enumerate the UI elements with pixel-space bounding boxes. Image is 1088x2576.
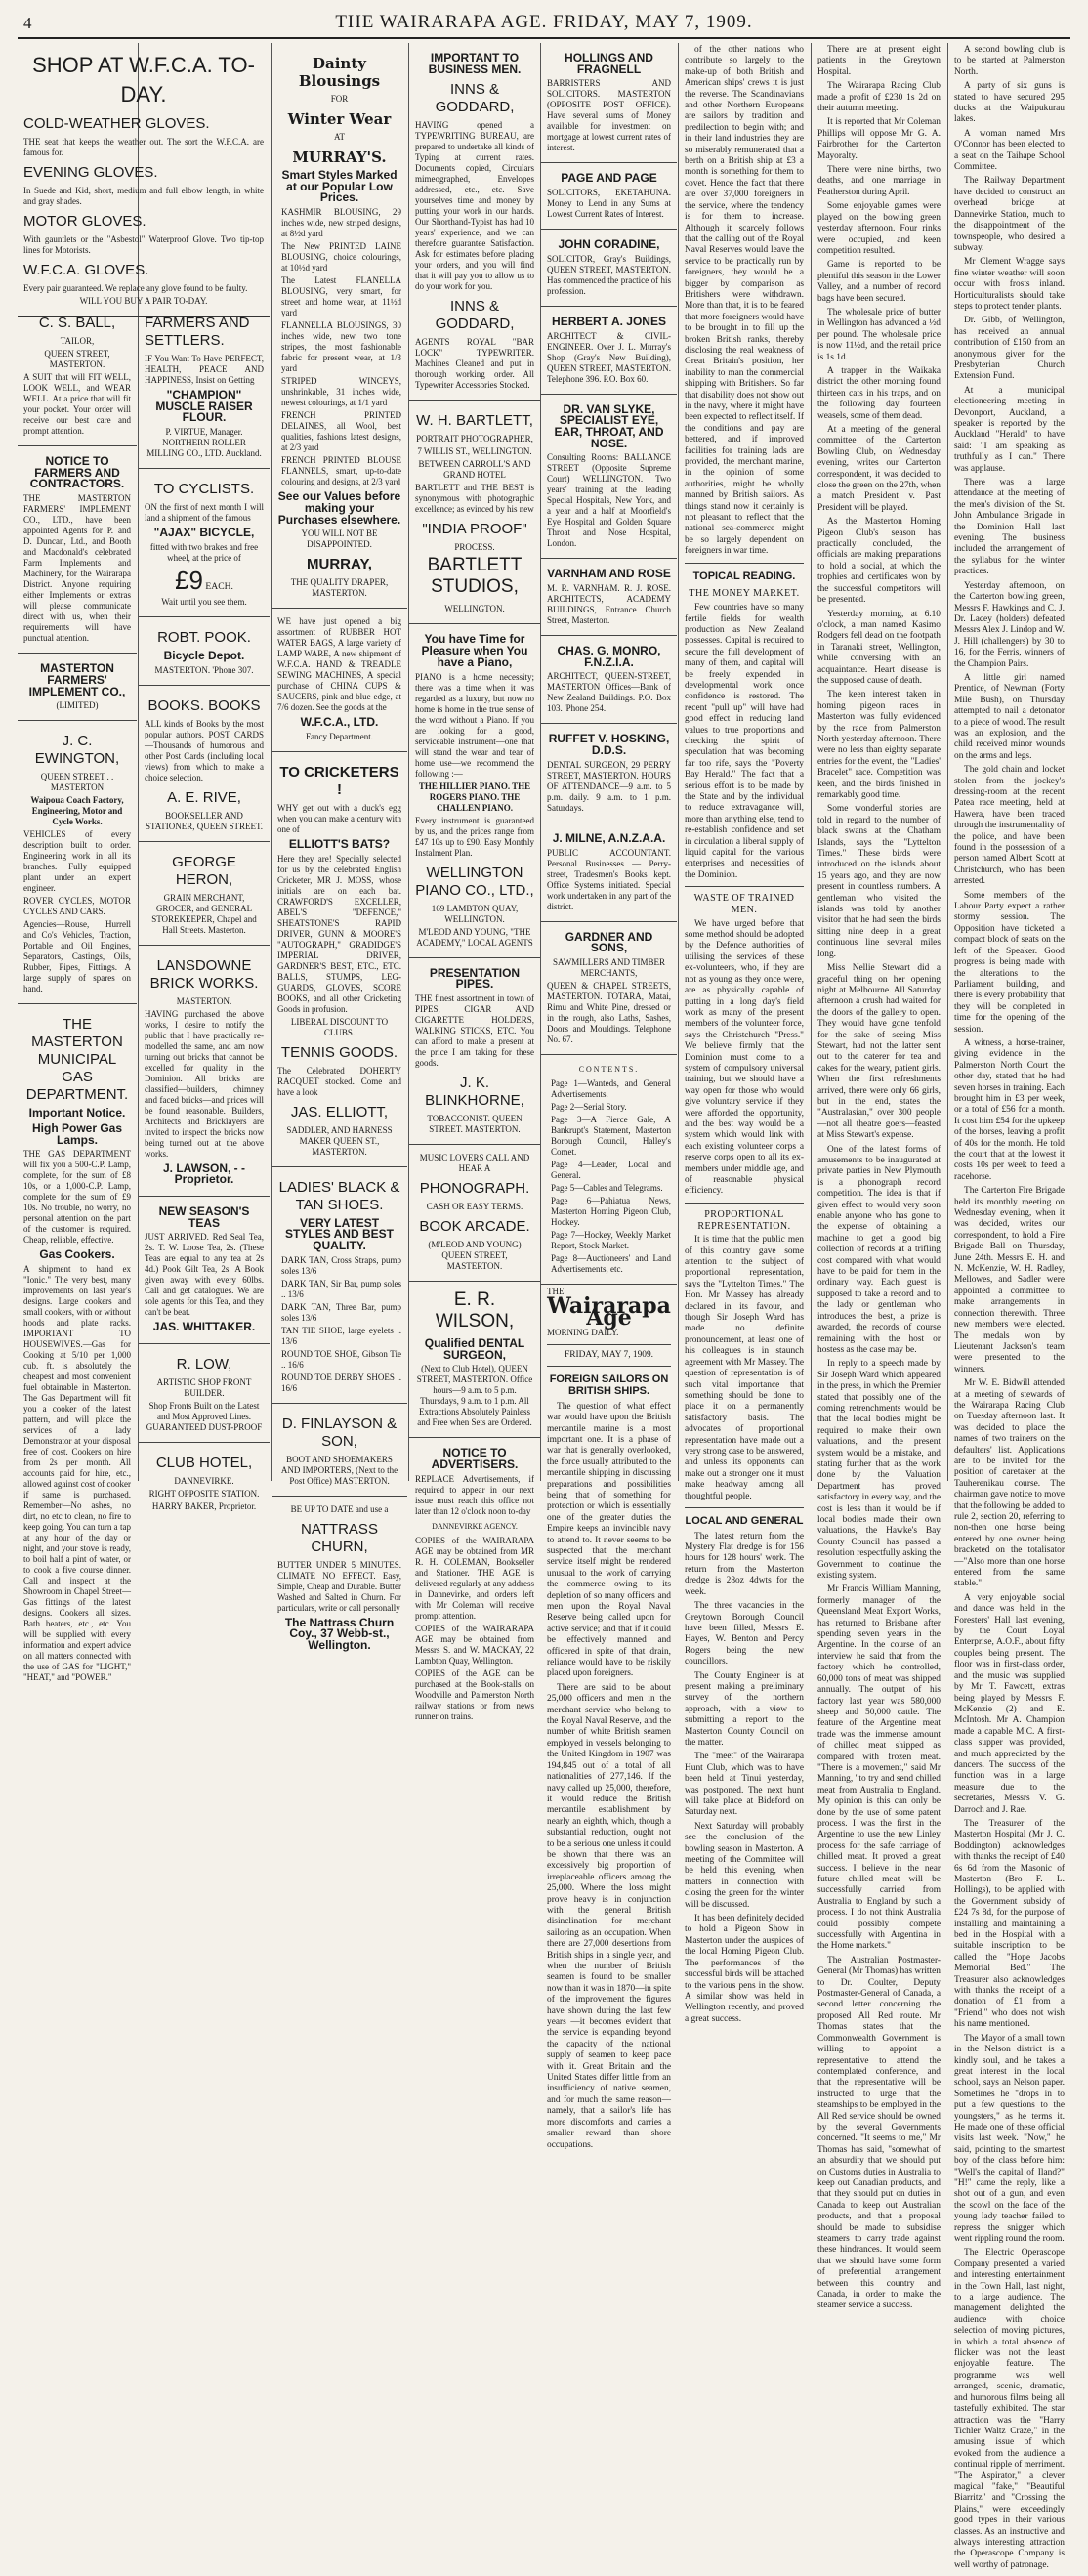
news-item: The "meet" of the Wairarapa Hunt Club, which was to have been held at Tinui yesterday, was postponed. The next hunt will take place at Bideford on Saturday next. [685, 1752, 804, 1818]
contents-item: Page 4—Leader, Local and General. [551, 1159, 671, 1180]
shoe-item: DARK TAN, Cross Straps, pump soles 13/6 [281, 1254, 401, 1276]
blinkhorne-text: TOBACCONIST. QUEEN STREET. MASTERTON. [427, 1113, 523, 1134]
dannevirke-text: COPIES of the WAIRARAPA AGE may be obtained from MR R. H. COLEMAN, Bookseller and Stationer. THE AGE is delivered regularly at any address in Dannevirke, and orders left with Mr Coleman will receive prompt attention. [415, 1536, 534, 1622]
news-item: The three vacancies in the Greytown Borough Council have been filled, Messrs E. Hayes, W. Benton and Percy Rogers being the new councillors. [685, 1601, 804, 1668]
milne-name: J. MILNE, A.N.Z.A.A. [552, 830, 666, 845]
shoes-sub: VERY LATEST STYLES AND BEST QUALITY. [285, 1215, 394, 1253]
wfca-gloves-text: Every pair guaranteed. We replace any glove found to be faulty. [23, 283, 248, 293]
news-item: The Electric Operascope Company presented a varied and interesting entertainment in the Town Hall, last night, to a large audience. The management delighted the audience with choice selection of moving pictures, in which a total absence of flicker was not the least enjoyable feature. The programme was well arranged, scenic, dramatic, and humorous films being all tastefully exhibited. The star attraction was the "Harry Tichler Waltz Craze," in the amusing issue of which evoked from the audience a continual ripple of merriment. "The Aspirator," a clever magical "fake," "Beautiful Biarritz" and "Crossing the Plains," were exceedingly good types in their various classes. As an instructive and always interesting attraction the Operascope Company is well worthy of patronage. [954, 2248, 1065, 2570]
varnham-name: VARNHAM AND ROSE [547, 567, 671, 581]
club-name: CLUB HOTEL, [155, 1455, 253, 1472]
news-item: A party of six guns is stated to have secured 295 ducks at the Waipukurau lakes. [954, 81, 1065, 125]
dannevirke-heading: DANNEVIRKE AGENCY. [432, 1521, 518, 1531]
hollings-text: BARRISTERS AND SOLICITORS. MASTERTON (OPPOSITE POST OFFICE). Have several sums of Money available for investment on mortgage at lowest current rates of interest. [547, 78, 671, 153]
evening-gloves-text: In Suede and Kid, short, medium and full elbow length, in white and gray shades. [23, 186, 264, 206]
murray-item: KASHMIR BLOUSING, 29 inches wide, new striped designs, at 8½d yard [281, 207, 401, 239]
low-sub: ARTISTIC SHOP FRONT BUILDER. [156, 1377, 252, 1399]
contents-item: Page 1—Wanteds, and General Advertisements. [551, 1077, 671, 1099]
ewington-rover: ROVER CYCLES, MOTOR CYCLES AND CARS. [23, 896, 131, 917]
local-news-items [817, 45, 941, 2312]
gas-cookers: Gas Cookers. [39, 1247, 115, 1262]
cricketers-text-2: Here they are! Specially selected for us by the celebrated English Cricketer, MR J. MOSS, whose initials are on each bat. CRAWFORD'S EXCELLER, ABEL'S "DEFENCE," SHEATSTONE'S RAPID DRIVER, GUNN & MOORE'S "AUTOGRAPH," GRADIDGE'S IMPERIAL DRIVER, GARDNER'S BEST, ETC., ETC. BALLS, STUMPS, LEG-GUARDS, GLOVES, SCORE BOOKS, and all other Cricketing Goods in profusion. [277, 853, 401, 1014]
cricketers-heading: TO CRICKETERS ! [279, 763, 399, 798]
news-item: As the Masterton Homing Pigeon Club's season has practically concluded, the officials are making preparations to hold a social, at which the trophies and certificates won by the successful competitors will be presented. [817, 517, 941, 606]
ewington-sub: Waipoua Coach Factory, Engineering, Motor and Cycle Works. [30, 795, 124, 827]
elliott-name: JAS. ELLIOTT, [290, 1103, 389, 1120]
gas-heading: THE MASTERTON MUNICIPAL GAS DEPARTMENT. [25, 1016, 129, 1104]
news-item: The Railway Department have decided to construct an overhead bridge at Dannevirke Station, much to the disappointment of the townspeople, who desired a subway. [954, 176, 1065, 253]
teas-text: JUST ARRIVED. Red Seal Tea, 2s. T. W. Loose Tea, 2s. (These Teas are equal to any tea at 2s 4d.) Pook Gilt Tea, 2s. A Book given away with every 60lbs. Call and get catalogues. We are sole agents for this Tea, and they can't be beat. [145, 1232, 264, 1318]
news-item: The Mayor of a small town in the Nelson district is a kindly soul, and he takes a great interest in the local school, says an Nelson paper. Sometimes he "drops in to put a few questions to the youngsters," as he terms it. He made one of these official visits last week. "Now," he said, pointing to the smartest boy of the class before him: "Well's the capital of Iland?" "H!" came the reply, like a shot out of a gun, and even the scowl on the face of the young lady teacher failed to repress the snigger which went rippling round the room. [954, 2033, 1065, 2244]
motor-gloves-text: With gauntlets or the "Asbestol" Waterproof Glove. Two tip-top lines for Motorists. [23, 234, 264, 255]
news-item: One of the latest forms of amusements to be inaugurated at private parties in New Plymouth is a phonograph record competition. The idea is that if given effect to would very soon enable anyone who has gone to the expense of obtaining a machine to get a good big collection of records at a trifling cost compared with what would have to be paid for them in the ordinary way. Each guest is supposed to take a record and to the lady or gentleman who introduces the best, a prize is awarded, the records of course remaining with the host or hostess as the case may be. [817, 1144, 941, 1355]
ewington-agencies: Agencies—Rouse, Hurrell and Co's Vehicles, Traction, Portable and Oil Engines, Separators, Castings, Oils, Rubber, Pipes, Fittings. A large supply of spares on hand. [23, 919, 131, 994]
wpc-agents: M'LEOD AND YOUNG, "THE ACADEMY," LOCAL AGENTS [416, 926, 533, 948]
music-intro: MUSIC LOVERS CALL AND HEAR A [419, 1152, 530, 1173]
news-item: Game is reported to be plentiful this season in the Lower Valley, and a number of record bags have been secured. [817, 260, 941, 304]
news-item: It has been definitely decided to hold a Pigeon Show in Masterton under the auspices of the local Homing Pigeon Club. The performances of the successful birds will be attached to the various pens in the show. A similar show was held in Wellington recently, and proved a great success. [685, 1914, 804, 2024]
contents-item: Page 3—A Fierce Gale, A Bankrupt's Statement, Masterton Borough Council, Halley's Comet. [551, 1114, 671, 1157]
van-slyke-text: Consulting Rooms: BALLANCE STREET (Opposite Supreme Court) WELLINGTON. Two years' training at the leading Special Hospitals, New York, and a year and a half at Moorfield's Eye Hospital and Golden Square Throat and Nose Hospital, London. [547, 452, 671, 549]
bartlett-sub: PORTRAIT PHOTOGRAPHER, [416, 434, 533, 444]
news-item: The Carterton Fire Brigade held its monthly meeting on Wednesday evening, when it was decided, writes our correspondent, to hold a Fire Brigade Ball on Thursday, June 24th. Messrs E. H. and N. McKenzie, W. H. Radley, Mellowes, and Sadler were appointed a committee to make arrangements in connection therewith. Three new members were elected. The medals won by Lieutenant Jackson's team were presented to the winners. [954, 1186, 1065, 1374]
book-arcade-text: (M'LEOD AND YOUNG) QUEEN STREET, MASTERTON. [428, 1239, 522, 1271]
wfca-gloves-heading: W.F.C.A. GLOVES. [23, 262, 149, 278]
club-text: RIGHT OPPOSITE STATION. [148, 1489, 260, 1499]
cricketers-text: WHY get out with a duck's egg when you can make a century with one of [277, 802, 401, 834]
cyclists-text-2: fitted with two brakes and free wheel, at the price of [149, 541, 259, 563]
hosking-text: DENTAL SURGEON, 29 PERRY STREET, MASTERTON. HOURS OF ATTENDANCE—9 a.m. to 5 p.m. daily. 9 a.m. to 1 p.m. Saturdays. [547, 759, 671, 813]
inns-name: INNS & GODDARD, [435, 81, 515, 116]
news-item: A very enjoyable social and dance was held in the Foresters' Hall last evening, by the Court Loyal Enterprise, A.O.F., about fifty couples being present. The floor was in first-class order, and the music was supplied by Mr T. Fawcett, extras being played by Messrs F. McKenzie (2) and E. McIntosh. Mr A. Champion made a capable M.C. A first-class supper was provided, and much appreciated by the dancers. The success of the function was in a large measure due to the secretaries, Messrs V. G. Darroch and J. Rae. [954, 1592, 1065, 1815]
contents-item: Page 5—Cables and Telegrams. [551, 1182, 663, 1193]
news-item: Mr W. E. Bidwill attended at a meeting of stewards of the Wairarapa Racing Club on Tuesday afternoon last. It was decided to place the names of two trainers on the defaulters' list. Applications are to be invited for the position of caretaker at the Tauherenikau course. The chairman gave notice to move that the following be added to rule 2, section 20, referring to non-then one horse being entered by one owner being bracketed on the totalisator—"Also more than one horse entered from the same stable." [954, 1378, 1065, 1589]
prop-heading: PROPORTIONAL REPRESENTATION. [697, 1208, 791, 1232]
local-general-body [685, 1532, 804, 2025]
murray-sub: Smart Styles Marked at our Popular Low Prices. [281, 168, 398, 205]
notice-farmers-heading: NOTICE TO FARMERS AND CONTRACTORS. [29, 454, 125, 491]
pipes-heading: PRESENTATION PIPES. [429, 965, 521, 992]
tennis-heading: TENNIS GOODS. [280, 1043, 398, 1061]
news-item: There were nine births, two deaths, and one marriage in Featherston during April. [817, 165, 941, 197]
news-item: Dr. Gibb, of Wellington, has received an annual contribution of £150 from an anonymous giver for the Presbyterian Church Extension Fund. [954, 316, 1065, 382]
advertisers-text: REPLACE Advertisements, if required to appear in our next issue must reach this office not later than 12 o'clock noon to-day [415, 1473, 534, 1516]
wpc-name: WELLINGTON PIANO CO., LTD., [415, 864, 534, 899]
pook-address: MASTERTON. 'Phone 307. [154, 664, 254, 675]
news-item: A little girl named Prentice, of Newman (Forty Mile Bush), on Thursday attempted to nail a detonator to a piece of wood. The result was an explosion, and the child received minor wounds on the arms and legs. [954, 672, 1065, 761]
news-item: The Treasurer of the Masterton Hospital (Mr J. C. Boddington) acknowledges with thanks the receipt of £40 6s 6d from the Masonic of Masterton (Bro F. L. Hollings), to be applied with the Government subsidy of £24 7s 8d, for the purpose of installing and maintaining a bed in the Hospital with a suitable inscription to be called the "Hope Jacobs Memorial Bed." The Treasurer also acknowledges with thanks the receipt of a donation of £1 from a "Friend," who does not wish his name mentioned. [954, 1818, 1065, 2030]
newspaper-title: THE WAIRARAPA AGE. FRIDAY, MAY 7, 1909. [335, 12, 753, 32]
murray-winter-wear: Winter Wear [287, 110, 392, 128]
column-8 [948, 43, 1070, 2570]
books-heading: BOOKS. BOOKS [147, 697, 261, 714]
gas-text: THE GAS DEPARTMENT will fix you a 500-C.P. Lamp, complete, for the sum of £8 10s, or a 1,000-C.P. Lamp, complete for the sum of £9 10s. No trouble, no worry, no personal attention on the part of the customer is required. Cheap, reliable, effective. [23, 1149, 131, 1246]
india-proof: "INDIA PROOF" [422, 521, 527, 538]
teas-heading: NEW SEASON'S TEAS [158, 1204, 250, 1230]
gas-cookers-text: A shipment to hand ex "Ionic." The very best, many improvements on last year's designs. Large cookers and small cookers, with or without hoods and plate racks. IMPORTANT TO HOUSEWIVES.—Gas for Cooking at 5/10 per 1,000 cub. ft. is absolutely the cheapest and most convenient fuel obtainable in Masterton. The Gas Department will fit you a cooker of the latest pattern, and will place the services of a lady Demonstrator at your disposal free of cost. Cookers on hire from 2s per month. All accounts paid for hire, etc., allowed against cost of cooker if same is purchased. Remember—No ashes, no dirt, no etc to clean, no fire to keep going. You can turn a tap at any hour of the day or night, and your stove is ready, to boil half a pint of water, or to cook a five course dinner. Call and inspect at the Showroom in Chapel Street—Gas fittings of the latest designs. Cookers all sizes. Bath heaters, etc., etc. You will be supplied with every information and expert advice on all matters connected with the use of GAS for "LIGHT," "HEAT," and "POWER." [23, 1264, 131, 1683]
music-terms: CASH OR EASY TERMS. [426, 1201, 523, 1211]
ball-address: QUEEN STREET, MASTERTON. [44, 349, 110, 369]
leader-body [547, 1402, 671, 2151]
murray-item: FRENCH PRINTED DELAINES, all Wool, best qualities, fashions latest designs, at 2/3 yard [281, 410, 401, 453]
local-news-items-2 [954, 45, 1065, 2571]
notice-farmers-text: THE MASTERTON FARMERS' IMPLEMENT CO., LTD., have been appointed Agents for P. and D. Duncan, Ltd., and Booth and Macdonald's celebrated Farm Implements and Machinery, for the Wairarapa District. Anyone requiring either Implements or extras will please communicate direct with us, when their requirements will have punctual attention. [23, 493, 131, 644]
business-heading: IMPORTANT TO BUSINESS MEN. [428, 51, 522, 76]
wfca-advert [18, 43, 270, 306]
news-item: At a municipal electioneering meeting in Devonport, Auckland, a speaker is reported by the Auckland "Herald" to have said: "I am speaking as truthfully as I can." There was applause. [954, 385, 1065, 474]
churn-text: BUTTER UNDER 5 MINUTES. CLIMATE NO EFFECT. Easy, Simple, Cheap and Durable. Butter Washed and Salted in Churn. For particulars, write or call personally [277, 1559, 401, 1613]
ball-text: A SUIT that will FIT WELL, LOOK WELL, and WEAR WELL. At a price that will fit your pocket. Your order will receive our best care and prompt attention. [23, 372, 131, 436]
inns-text: HAVING opened a TYPEWRITING BUREAU, are prepared to undertake all kinds of Typing at current rates. Documents copied, Circulars mimeographed, Envelopes addressed, etc., etc. Save yourselves time and money by putting your work in our hands. Our Shorthand-Typist has had 10 years' experience, and we can therefore guarantee Satisfaction. Ask for estimates before placing your orders, and you will find that it will pay you to allow us to do your work for you. [415, 120, 534, 292]
finlayson-text: BOOT AND SHOEMAKERS AND IMPORTERS, (Next to the Post Office) MASTERTON. [280, 1454, 398, 1486]
ball-trade: TAILOR, [60, 336, 95, 346]
paper-name: Wairarapa Age [547, 1293, 671, 1330]
murray-item: The Latest FLANELLA BLOUSING, very smart, for street and home wear, at 11½d yard [281, 275, 401, 318]
murray-signature-2: THE QUALITY DRAPER, MASTERTON. [290, 577, 389, 599]
money-market-body [685, 603, 804, 881]
news-item: Yesterday morning, at 6.10 o'clock, a man named Kasimo Rodgers fell dead on the footpath in Taranaki street, Wellington, while conversing with an acquaintance. Heart disease is the supposed cause of death. [817, 609, 941, 686]
news-item: A witness, a horse-trainer, giving evidence in the Palmerston North Court the other day, stated that he had seven horses in training. Each brought him in £3 per week, or a total of £56 for a month. It cost him £54 for the upkeep of the horses, leaving a profit of 40s for the month. He told the court that at the lowest it costs 10s per week to feed a racehorse. [954, 1037, 1065, 1182]
pook-sub: Bicycle Depot. [163, 648, 245, 662]
article-paragraph: It is time that the public men of this country gave some attention to the subject of proportional representation, says the "Lyttelton Times." The Hon. Mr Massey has already declared in its favour, and though Sir Joseph Ward has made no definite pronouncement, at least one of his colleagues is in staunch agreement with Mr Massey. The question of representation is of such vital importance that something should be done to place it on a permanently satisfactory basis. The advocates of proportional representation have made out a very strong case to be answered, and unless its opponents can make out a stronger one it must make headway among all thoughtful people. [685, 1235, 804, 1501]
inns-text-2: AGENTS ROYAL "BAR LOCK" TYPEWRITER. Machines Cleaned and put in thorough working order. All Typewriter Accessories Stocked. [415, 337, 534, 391]
books-text: ALL kinds of Books by the most popular authors. POST CARDS—Thousands of humorous and other Post Cards (including local views) from which to make a choice selection. [145, 718, 264, 782]
gardner-sub: SAWMILLERS AND TIMBER MERCHANTS, [552, 956, 666, 978]
murray-at: AT [334, 132, 345, 142]
cold-gloves-text: THE seat that keeps the weather out. The sort the W.F.C.A. are famous for. [23, 137, 264, 157]
leader-paragraph: There are said to be about 25,000 officers and men in the merchant service who belong to the Royal Naval Reserve, and the number of white British seamen employed in vessels belonging to the United Kingdom in 1907 was 194,845 out of a total of all nationalities of 277,146. If the navy called up 25,000, therefore, it would reduce the British mercantile establishment by nearly an eighth, which, though a substantial reduction, ought not to be a serious one unless it could be shown that there was an excessively big proportion of irreplaceable officers among the 25,000. Where the loss might prove heavy is in conjunction with the general British disinclination for merchant sailoring as an occupation. When there are 27,000 desertions from British ships in a single year, and when the number of British seamen is found to be smaller now than it was in 1870—in spite of the improvement the figures have shown during the last few years —it becomes evident that the service is expanding beyond the capacity of the national supply of seamen to keep pace with it. Great Britain and the United States differ little from an insufficiency of native seamen, and for much the same reason—namely, that a sailor's life has more discomforts and carries a smaller reward than shore occupations. [547, 1682, 671, 2150]
ewington-text: VEHICLES of every description built to order. Engineering work in all its branches. Fully equipped plant under an expert engineer. [23, 829, 131, 894]
wilson-text: (Next to Club Hotel), QUEEN STREET, MASTERTON. Office hours—9 a.m. to 5 p.m. Thursdays, 9 a.m. to 1 p.m. All Extractions Absolutely Painless and Free when Sets are Ordered. [416, 1364, 533, 1428]
buy-pair-text: WILL YOU BUY A PAIR TO-DAY. [79, 296, 208, 306]
shoe-item: DARK TAN, Three Bar, pump soles 13/6 [281, 1301, 401, 1323]
mfi-heading: MASTERTON FARMERS' IMPLEMENT CO., [28, 661, 126, 698]
column-2 [139, 303, 270, 1512]
gas-lamps: High Power Gas Lamps. [31, 1120, 123, 1147]
news-item: Some members of the Labour Party expect a rather stormy session. The Opposition have ticketed a compact block of seats on the left of the Speaker. Good progress is being made with the alterations to the Parliament building, and there is every probability that they will be completed in time for the opening of the session. [954, 890, 1065, 1035]
contents-item: Page 7—Hockey, Weekly Market Report, Stock Market. [551, 1229, 671, 1250]
gas-important: Important Notice. [28, 1106, 126, 1120]
column-7 [812, 43, 946, 2311]
bartlett-text: BARTLETT and THE BEST is synonymous with photographic excellence; as evinced by his new [415, 483, 534, 515]
hollings-name: HOLLINGS AND FRAGNELL [565, 51, 653, 76]
bartlett-studios: BARTLETT STUDIOS, [427, 555, 523, 598]
news-item: The Wairarapa Racing Club made a profit of £230 1s 2d on their autumn meeting. [817, 81, 941, 114]
waste-body [685, 919, 804, 1198]
brick-text: HAVING purchased the above works, I desire to notify the public that I have practically re-modelled the same, and am now turning out bricks that cannot be excelled for quality in the Dominion. All bricks are classified—builders, chimney and faced bricks—and prices will be found reasonable. Builders, Architects and Bricklayers are invited to inspect the bricks now being turned out at the above works. [145, 1008, 264, 1159]
bartlett-name: W. H. BARTLETT, [416, 412, 533, 430]
news-item: Miss Nellie Stewart did a graceful thing on her opening night at Melbourne. All Saturday afternoon a crush had waited for the doors of the gallery to open. They would have gone tenfold for the sake of seeing Miss Stewart, had not the latter sent out to the caterer for tea and cakes for the weary, patient girls. When the first refreshments arrived, there were only 66 girls, but in the end, states the "Australasian," over 300 people—not all theatre goers—feasted at Miss Stewart's expense. [817, 963, 941, 1141]
contents-item: Page 2—Serial Story. [551, 1101, 627, 1112]
bartlett-process: PROCESS. [454, 542, 495, 553]
news-item: It is reported that Mr Coleman Phillips will oppose Mr G. A. Fairbrother for the Carterton Mayoralty. [817, 117, 941, 161]
bartlett-address: 7 WILLIS ST., WELLINGTON. [417, 446, 532, 457]
ajax-bicycle: "AJAX" BICYCLE, [153, 526, 255, 540]
news-item: Mr Clement Wragge says fine winter weather will soon occur with frosts inland. Horticulturalists should take steps to protect tender plants. [954, 257, 1065, 312]
low-name: R. LOW, [176, 1356, 232, 1373]
champion-flour: "CHAMPION" MUSCLE RAISER FLOUR. [155, 388, 253, 425]
murray-name: MURRAY'S. [292, 148, 387, 166]
milne-text: PUBLIC ACCOUNTANT. Personal Businesses — Perry-street, Tradesmen's Books kept. Office Systems initiated. Special work undertaken in any part of the district. [547, 847, 671, 911]
leader-heading: FOREIGN SAILORS ON BRITISH SHIPS. [549, 1373, 669, 1397]
rive-sub: BOOKSELLER AND STATIONER, QUEEN STREET. [145, 810, 264, 831]
teas-signature: JAS. WHITTAKER. [152, 1320, 256, 1334]
brick-sub: MASTERTON. [176, 995, 232, 1006]
murray-item: FRENCH PRINTED BLOUSE FLANNELS, smart, up-to-date colouring and designs, at 2/3 yard [281, 455, 401, 487]
news-item: There was a large attendance at the meeting of the men's division of the St. John Ambulance Brigade in the Dominion Hall last evening. The business included the arrangement of the syllabus for the winter practices. [954, 478, 1065, 577]
heron-text: GRAIN MERCHANT, GROCER, and GENERAL STOREKEEPER, Chapel and Hall Streets. Masterton. [151, 892, 257, 935]
advertisers-heading: NOTICE TO ADVERTISERS. [431, 1446, 519, 1472]
leader-continued [685, 45, 804, 558]
bags-signature-2: Fancy Department. [306, 731, 373, 741]
varnham-text: M. R. VARNHAM. R. J. ROSE. ARCHITECTS, ACADEMY BUILDINGS, Entrance Church Street, Masterton. [547, 583, 671, 626]
news-item: In reply to a speech made by Sir Joseph Ward which appeared in the press, in which the Premier stated that possibly one of the coming retrenchments would be that the local bodies might be required to make their own valuations, and the present system would be a mistake, and stating further that as the work done by the Valuation Department has proved satisfactory in every way, and the cost is less than it would be if local bodies made their own valuations, the Hawke's Bay County Council has passed a resolution respectfully asking the Government to continue the existing system. [817, 1359, 941, 1582]
leader-paragraph: The question of what effect war would have upon the British mercantile marine is a most important one. It is a phase of war that is generally overlooked, the force usually attributed to the mercantile shipping in discussing preparations and possibilities being that of something for protection or which is essentially one of the greater duties the Empire keeps an invincible navy to attend to. It never seems to be suspected that the merchant service itself might be rendered unusual to the work of carrying the commerce owing to its depletion of so many officers and men upon the Royal Naval Reserve being called upon for active service; and that if it could be effectively manned and officered in spite of that drain, reliance would have to be riskily placed upon foreigners. [547, 1401, 671, 1679]
bags-text: WE have just opened a big assortment of RUBBER HOT WATER BAGS, A large variety of LAMP WARE, A new shipment of W.F.C.A. HAND & TREADLE SEWING MACHINES, A special purchase of CHINA CUPS & SAUCERS, pink and blue edge, at 7/6 dozen. See the goods at the [277, 616, 401, 713]
news-item: Some enjoyable games were played on the bowling green yesterday afternoon. Four rinks were occupied, and keen competition resulted. [817, 201, 941, 256]
churn-signature: The Nattrass Churn Coy., 37 Webb-st., Wellington. [284, 1615, 395, 1653]
brick-signature: J. LAWSON, - - Proprietor. [163, 1161, 245, 1187]
liberal-discount: LIBERAL DISCOUNT TO CLUBS. [290, 1016, 389, 1037]
rive-name: A. E. RIVE, [167, 788, 241, 806]
gardner-text: QUEEN & CHAPEL STREETS, MASTERTON. TOTARA, Matai, Rimu and White Pine, dressed or in the rough, also Laths, Sashes, Doors and Mouldings. Telephone No. 67. [547, 980, 671, 1044]
shoes-items [277, 1255, 401, 1394]
shoe-item: TAN TIE SHOE, large eyelets .. 13/6 [281, 1325, 401, 1346]
blinkhorne-name: J. K. BLINKHORNE, [425, 1074, 524, 1109]
jones-name: HERBERT A. JONES [552, 314, 666, 328]
evening-gloves-heading: EVENING GLOVES. [23, 164, 158, 181]
news-item: At a meeting of the general committee of the Carterton Bowling Club, on Wednesday evening, writes our Carterton correspondent, it was decided to close the green on the 27th, when a match President v. Past President will be played. [817, 425, 941, 513]
jones-text: ARCHITECT & CIVIL-ENGINEER. Over J. L. Murray's Shop (Gray's New Building), QUEEN STREET, MASTERTON. Telephone 396. P.O. Box 60. [547, 330, 671, 384]
news-item: Next Saturday will probably see the conclusion of the bowling season in Masterton. A meeting of the Committee will be held this evening, when matters in connection with closing the green for the winter will be discussed. [685, 1821, 804, 1910]
news-item: Some wonderful stories are told in regard to the number of black swans at the Chatham Islands, says the "Lyttelton Times." These birds were introduced on the islands about 15 years ago, and they are now present in countless numbers. A gentleman who visited the islands was told by another visitor that he had seen the birds sitting nine deep in a great continuous line several miles long. [817, 804, 941, 959]
monro-text: ARCHITECT, QUEEN-STREET, MASTERTON Offices—Bank of New Zealand Buildings. P.O. Box 103. 'Phone 254. [547, 671, 671, 714]
murray-for: FOR [330, 94, 349, 104]
news-item: Yesterday afternoon, on the Carterton bowling green, Messrs F. Hawkings and C. J. Dr. Lacey (holders) defeated Messrs Alex J. Lindop and W. J. Hill (challengers) by 30 to 16, for the Ferris, winners of the Champion Pairs. [954, 580, 1065, 669]
news-item: Mr Francis William Manning, formerly manager of the Queensland Meat Export Works, has returned to Brisbane after spending seven years in the Argentine. In the course of an interview he said that from the factory which he controlled, 60,000 tons of meat was shipped annually. The output of his factory last year was 580,000 sheep and 50,000 cattle. The feature of the Argentine meat trade was the immense amount of chilled meat shipped as compared with frozen meat. "There is a movement," said Mr Manning, "to try and send chilled meat from Australia to England. My opinion is this can only be done by the use of some patent process. I was the first in the Argentine to use the new Linley process for the safe carriage of chilled meat. It proved a great success. I believe in the near future chilled meat will be successfully carried from Australia to England by such a process. I do not think Australia could possibly compete successfully with Argentina in the Home markets." [817, 1584, 941, 1952]
bartlett-between: BETWEEN CARROLL'S AND GRAND HOTEL [418, 459, 531, 481]
wpc-address: 169 LAMBTON QUAY, WELLINGTON. [431, 903, 519, 924]
farmers-heading: FARMERS AND SETTLERS. [145, 315, 250, 349]
bags-signature: W.F.C.A., LTD. [300, 715, 379, 730]
morning-daily: MORNING DAILY. [547, 1328, 619, 1338]
coradine-text: SOLICITOR, Gray's Buildings, QUEEN STREET, MASTERTON. Has commenced the practice of his profession. [547, 253, 671, 296]
page-text: SOLICITORS, EKETAHUNA. Money to Lend in any Sums at Lowest Current Rates of Interest. [547, 188, 671, 220]
motor-gloves-heading: MOTOR GLOVES. [23, 213, 146, 230]
elliott-sub: SADDLER, AND HARNESS MAKER QUEEN ST., MASTERTON. [286, 1124, 393, 1157]
contents-heading: CONTENTS. [578, 1064, 640, 1074]
news-item: The Australian Postmaster-General (Mr Thomas) has written to Dr. Coulter, Deputy Postmaster-General of Canada, a second letter concerning the proposed All Red route. Mr Thomas states that the Commonwealth Government is willing to appoint a representative to attend the contemplated conference, and that the representative will be instructed to urge that the steamships to be employed in the All Red service should be owned by the several Governments concerned. "It seems to me," Mr Thomas has said, "somewhat of an absurdity that we should put on Customs duties in Australia to keep out Canadian products, and that they should put on duties in Canada to keep out Australian products, and that a proposal should be made to subsidise steamers to carry trade against these hindrances. It would seem that we should have some form of preferential arrangement between this country and Canada, in order to make the steamer service a success. [817, 1955, 941, 2311]
topical-heading: TOPICAL READING. [692, 570, 796, 582]
hosking-name: RUFFET V. HOSKING, D.D.S. [548, 732, 670, 758]
low-text: Shop Fronts Built on the Latest and Most Approved Lines. GUARANTEED DUST-PROOF [146, 1401, 263, 1433]
news-item: The keen interest taken in homing pigeon races in Masterton was fully evidenced by the race from Palmerston North yesterday afternoon. There were no less than eighty separate entries for the event, the "Ladies' Bracelet" race. Competition was keen, and the birds finished in remarkably good time. [817, 690, 941, 800]
column-1 [18, 303, 137, 1683]
shoe-item: ROUND TOE DERBY SHOES .. 16/6 [281, 1372, 401, 1393]
bicycle-price: £9 [175, 565, 203, 595]
shoes-heading: LADIES' BLACK & TAN SHOES. [278, 1178, 400, 1213]
bartlett-wellington: WELLINGTON. [444, 604, 505, 614]
ball-name: C. S. BALL, [38, 315, 116, 331]
murray-items [277, 207, 401, 487]
wait-text: Wait until you see them. [161, 596, 247, 607]
murray-signature: MURRAY, [307, 556, 372, 573]
shoe-item: ROUND TOE SHOE, Gibson Tie .. 16/6 [281, 1348, 401, 1370]
prop-body [685, 1235, 804, 1502]
farmers-text: IF You Want To Have PERFECT, HEALTH, PEACE AND HAPPINESS, Insist on Getting [145, 354, 264, 385]
inns-name-2: INNS & GODDARD, [435, 298, 515, 333]
leader-paragraph: of the other nations who contribute so largely to the make-up of both British and American ships' crews it is just the reverse. The Scandinavians and other Northern Europeans are sailors by tradition and predilection to begin with; and in their land industries they are so miserably remunerated that a berth on a British ship at £3 a month is something for them to covet. Hence the fact that there are over 37,000 foreigners in the service, where the tendency is for them to increase. Although it scarcely follows that the calling out of the Royal Naval Reserves would leave the service to be practically run by foreigners, they would be a bigger by comparison as Britishers were withdrawn. More than that, it is to be feared that more foreigners would have to be brought in to fill up the broken British ranks, thereby disclosing the real weakness of Great Britain's position, her inability to man the commercial shipping with Britishers. So far that disability does not show out in the navy, where it might have been expected to reflect itself. If the conditions and pay are bettered, and if improved facilities for training lads are provided, the merchant marine, in the opinion of some authorities, might be wholly manned by British sailors. As things stand now it certainly is not pleasant to reflect that the national sea-commerce might be so largely dependent on foreigners in war time. [685, 45, 804, 557]
wilson-name: E. R. WILSON, [435, 1288, 515, 1331]
pook-name: ROBT. POOK. [157, 628, 251, 646]
heron-name: GEORGE HERON, [172, 853, 236, 888]
contents-item: Page 8—Auctioneers' and Land Advertisements, etc. [551, 1252, 671, 1274]
article-paragraph: Few countries have so many fertile fields for wealth production as New Zealand possesses. Capital is required to secure the full development of many of them, and capital will be freely expended in developmental work once confidence is restored. The recent "pull up" will have had good effect in reducing land values to true proportions and checking the spirit of speculation that was becoming far too rife, says the "Poverty Bay Herald." The fact that a serious effort is to be made by the State and by the individual to reduce extravagance will, more than anything else, tend to re-establish confidence and set in circulation a liberal supply of liquid capital for the various enterprises and necessities of the Dominion. [685, 603, 804, 880]
piano-text: PIANO is a home necessity; there was a time when it was regarded as a luxury, but now no home is home in the true sense of the word without a Piano. If you are looking for a good, serviceable instrument—one that will stand the wear and tear of home use—we recommend the following :— [415, 671, 534, 779]
cyclists-heading: TO CYCLISTS. [153, 481, 255, 498]
piano-list: THE HILLIER PIANO. THE ROGERS PIANO. THE CHALLEN PIANO. [418, 781, 531, 813]
murray-item: FLANNELLA BLOUSINGS, 30 inches wide, new two tone stripes, the most fashionable fabric for present wear, at 1/3 yard [281, 320, 401, 374]
book-arcade: BOOK ARCADE. [419, 1217, 530, 1235]
news-item: A woman named Mrs O'Connor has been elected to a seat on the Taihape School Committee. [954, 128, 1065, 173]
news-item: The wholesale price of butter in Wellington has advanced a ½d per pound. The wholesale price is now 11½d, and the retail price is 1s 1d. [817, 307, 941, 362]
piano-text-2: Every instrument is guaranteed by us, and the prices range from £47 10s up to £90. Easy Monthly Instalment Plan. [415, 815, 534, 858]
column-6 [679, 43, 810, 2024]
mfi-limited: (LIMITED) [56, 700, 99, 711]
column-5 [541, 43, 677, 2150]
money-market-heading: THE MONEY MARKET. [689, 588, 800, 600]
news-item: A second bowling club is to be started at Palmerston North. [954, 45, 1065, 77]
cold-gloves-heading: COLD-WEATHER GLOVES. [23, 115, 210, 132]
phonograph: PHONOGRAPH. [419, 1179, 530, 1197]
leader-date: FRIDAY, MAY 7, 1909. [565, 1349, 653, 1360]
cyclists-text: ON the first of next month I will land a shipment of the famous [145, 502, 264, 524]
farmers-signature: P. VIRTUE, Manager. NORTHERN ROLLER MILLING CO., LTD. Auckland. [146, 427, 262, 459]
churn-intro: BE UP TO DATE and use a [290, 1503, 389, 1514]
masthead-the: THE [547, 1286, 565, 1296]
club-signature: HARRY BAKER, Proprietor. [151, 1501, 257, 1512]
tennis-text: The Celebrated DOHERTY RACQUET stocked. Come and have a look [277, 1065, 401, 1097]
coradine-name: JOHN CORADINE, [558, 237, 660, 252]
club-sub: DANNEVIRKE. [174, 1476, 234, 1487]
news-item: The County Engineer is at present making a preliminary survey of the northern approach, with a view to submitting a report to the Masterton County Council on the matter. [685, 1670, 804, 1748]
shoe-item: DARK TAN, Sir Bar, pump soles .. 13/6 [281, 1278, 401, 1299]
bookstall-copies: COPIES of the AGE can be purchased at the Book-stalls on Woodville and Palmerston North railway stations or from news runner on trains. [415, 1668, 534, 1722]
churn-heading: NATTRASS CHURN, [301, 1520, 378, 1555]
ewington-address: QUEEN STREET . . MASTERTON [40, 772, 114, 793]
page-number: 4 [23, 14, 32, 32]
murray-item: STRIPED WINCEYS, unshrinkable, 31 inches wide, newest colourings, at 1/1 yard [281, 376, 401, 408]
finlayson-name: D. FINLAYSON & SON, [281, 1415, 398, 1450]
van-slyke-name: DR. VAN SLYKE, SPECIALIST EYE, EAR, THROAT, AND NOSE. [554, 401, 664, 450]
news-item: The latest return from the Mystery Flat dredge is for 156 hours for 128 hours' work. The return from the Masterton dredge is 28oz 4dwts for the week. [685, 1531, 804, 1597]
price-each: EACH. [205, 580, 233, 592]
article-paragraph: We have urged before that some method should be adopted by the Defence authorities of utilising the services of these ex-volunteers, who, if they are not as young as they once were, are as physically capable of putting in a long day's field work as many of the present members of the volunteer force, says the Christchurch "Press." We believe firmly that the Dominion must come to a system of compulsory universal training, but we should have a way open for those who would give voluntary service if they were afforded the opportunity, and the best way would be a system which would link with each existing volunteer corps a reserve corps open to all its ex-members under middle age, and of reasonable physical efficiency. [685, 918, 804, 1197]
page-name: PAGE AND PAGE [561, 171, 657, 186]
piano-heading: You have Time for Pleasure when You have a Piano, [421, 632, 528, 669]
ewington-name: J. C. EWINGTON, [34, 733, 120, 768]
waste-heading: WASTE OF TRAINED MEN. [693, 893, 795, 915]
news-item: The gold chain and locket stolen from the jockey's dressing-room at the recent Patea race meeting, held at Hawera, have been traced through the instrumentality of the police, and have been found in the possession of a person named Albert Scott at Christchurch, who has been arrested. [954, 765, 1065, 887]
column-3 [272, 43, 407, 1653]
masthead [18, 8, 1070, 39]
wfca-title: SHOP AT W.F.C.A. TO-DAY. [32, 53, 255, 106]
brick-heading: LANSDOWNE BRICK WORKS. [149, 956, 259, 992]
wellington-copies: COPIES of the WAIRARAPA AGE may be obtained from Messrs S. and W. MACKAY, 22 Lambton Quay, Wellington. [415, 1624, 534, 1667]
contents-item: Page 6—Pahiatua News, Masterton Homing Pigeon Club, Hockey. [551, 1195, 671, 1227]
contents-list [547, 1078, 671, 1275]
news-item: A trapper in the Waikaka district the other morning found thirteen cats in his traps, and on the following day fourteen weasels, some of them dead. [817, 365, 941, 421]
wilson-sub: Qualified DENTAL SURGEON, [424, 1335, 525, 1362]
murray-see: See our Values before making your Purchases elsewhere. [277, 489, 401, 527]
elliotts-bats: ELLIOTT'S BATS? [288, 836, 391, 851]
gardner-name: GARDNER AND SONS, [565, 929, 653, 955]
monro-name: CHAS. G. MONRO, F.N.Z.I.A. [557, 644, 661, 669]
column-4 [409, 43, 540, 1722]
local-general-heading: LOCAL AND GENERAL [685, 1514, 804, 1527]
murray-heading: Dainty Blousings [298, 55, 381, 90]
murray-item: The New PRINTED LAINE BLOUSING, choice colourings, at 10½d yard [281, 241, 401, 274]
murray-disappoint: YOU WILL NOT BE DISAPPOINTED. [301, 528, 378, 550]
news-item: There are at present eight patients in the Greytown Hospital. [817, 45, 941, 77]
pipes-text: THE finest assortment in town of PIPES, CIGAR AND CIGARETTE HOLDERS, WALKING STICKS, ETC. You can afford to make a present at the price I am taking for these goods. [415, 992, 534, 1068]
